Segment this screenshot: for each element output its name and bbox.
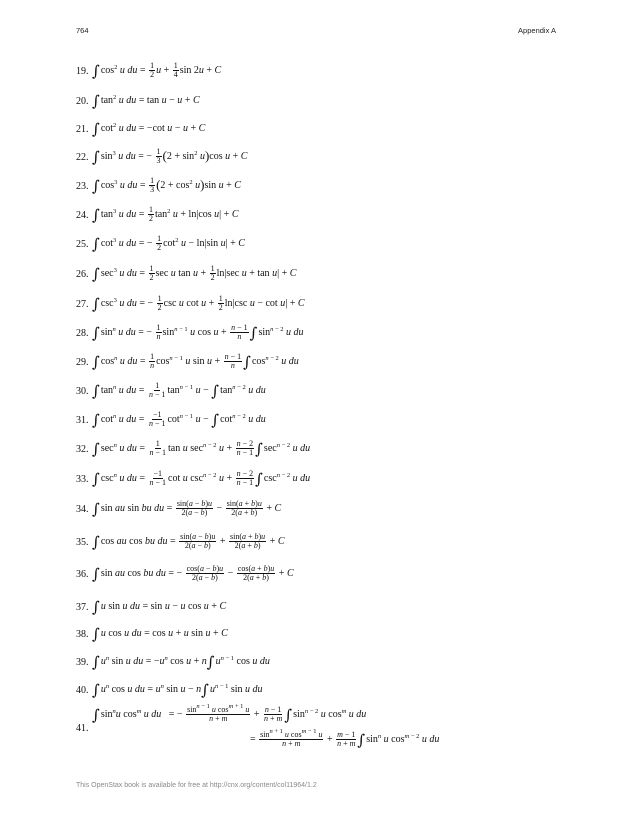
formula-expression: $\int\cot^3$ u du = − $\frac{1}{2}$ $\cot^2 u - \ln|\sin$ u| + C: [92, 234, 245, 253]
formula-31: [76, 411, 266, 429]
formula-25: [76, 235, 245, 253]
formula-number: 37.: [76, 601, 89, 613]
formula-number: 28.: [76, 327, 89, 339]
formula-number: 33.: [76, 473, 89, 485]
formula-number: 36.: [76, 568, 89, 580]
formula-expression: $\int\sec^n$ u du = $\frac{1}{n - 1}$ tan u $\sec^{n - 2} u$ + $\frac{n - 2}{n - 1}$ $\int\sec^{n - 2}$ u du: [92, 439, 311, 458]
formula-expression: ∫u sin u du = sin u − u cos u + C: [92, 598, 227, 616]
formula-26: [76, 265, 296, 283]
formula-32: [76, 440, 310, 458]
formula-expression: ∫sin au cos bu du = − $\frac{\cos(a - b)u}{2(a - b)}$ − $\frac{\cos(a + b)u}{2(a + b)}$ + C: [92, 564, 294, 583]
formula-27: [76, 295, 305, 313]
formula-expression: $\int\tan^n$ u du = $\frac{1}{n - 1}$ $\tan^{n - 1} u - \int\tan^{n - 2}$ u du: [92, 381, 266, 400]
formula-number: 34.: [76, 503, 89, 515]
formula-34: [76, 500, 281, 518]
formula-37: [76, 598, 226, 616]
formula-number: 25.: [76, 238, 89, 250]
formula-expression: $\int\tan^3$ u du = $\frac{1}{2}$ $\tan^2 u + \ln|\cos$ u| + C: [92, 205, 239, 224]
formula-40: [76, 681, 263, 699]
formula-39: [76, 653, 270, 671]
footer-note: This OpenStax book is available for free at http://cnx.org/content/col11964/1.2: [76, 782, 317, 789]
formula-number: 21.: [76, 123, 89, 135]
formula-30: [76, 382, 266, 400]
formula-expression: $\int u^n$ cos u du = $u^n$ $\sin u - n\int u^{n - 1}$ sin u du: [92, 681, 263, 699]
formula-number: 20.: [76, 95, 89, 107]
formula-expression: $\int\cos^2$ u du = $\frac{1}{2}$ u + $\frac{1}{4}$ sin 2u + C: [92, 61, 222, 80]
formula-24: [76, 206, 238, 224]
formula-expression: $\int\tan^2$ u du = tan u − u + C: [92, 92, 200, 110]
formula-number: 40.: [76, 684, 89, 696]
formula-number: 24.: [76, 209, 89, 221]
section-title: Appendix A: [518, 26, 556, 35]
formula-number: 38.: [76, 628, 89, 640]
page-number: 764: [76, 26, 89, 35]
formula-21: [76, 120, 205, 138]
formula-number: 30.: [76, 385, 89, 397]
formula-expression: $\int\csc^n$ u du = $\frac{-1}{n - 1}$ cot u $\csc^{n - 2} u$ + $\frac{n - 2}{n - 1}$ $\int\csc^{n - 2}$ u du: [92, 469, 311, 488]
formula-expression: ∫cos au cos bu du = $\frac{\sin(a - b)u}{2(a - b)}$ + $\frac{\sin(a + b)u}{2(a + b)}$ + C: [92, 532, 285, 551]
formula-number: 19.: [76, 65, 89, 77]
formula-20: [76, 92, 200, 110]
formula-expression: $\int\csc^3$ u du = − $\frac{1}{2}$ csc u cot u + $\frac{1}{2}$ ln|csc u − cot u| + C: [92, 294, 305, 313]
formula-expression: $\int\cot^2$ u du = −cot u − u + C: [92, 120, 206, 138]
formula-expression: ∫u cos u du = cos u + u sin u + C: [92, 625, 228, 643]
formula-number: 41.: [76, 723, 89, 734]
formula-number: 26.: [76, 268, 89, 280]
formula-expression: ∫sin au sin bu du = $\frac{\sin(a - b)u}{2(a - b)}$ − $\frac{\sin(a + b)u}{2(a + b)}$ + C: [92, 499, 282, 518]
formula-29: [76, 353, 299, 371]
formula-expression: $\int\sin^3$ u du = − $\frac{1}{3}$ $(2 + \sin^2 u)\cos$ u + C: [92, 147, 248, 166]
formula-36: [76, 565, 294, 583]
formula-33: [76, 470, 310, 488]
formula-19: [76, 62, 221, 80]
formula-number: 22.: [76, 151, 89, 163]
formula-number: 35.: [76, 536, 89, 548]
formula-number: 29.: [76, 356, 89, 368]
formula-35: [76, 533, 284, 551]
formula-expression: $\int u^n$ sin u du = $-u^n$ $\cos u + n\int u^{n - 1}$ cos u du: [92, 653, 270, 671]
formula-number: 31.: [76, 414, 89, 426]
formula-expression: $\int\cos^3$ u du = $\frac{1}{3}$ $(2 + \cos^2 u)\sin$ u + C: [92, 176, 241, 195]
formula-expression: $\int\sec^3$ u du = $\frac{1}{2}$ sec u tan u + $\frac{1}{2}$ ln|sec u + tan u| + C: [92, 264, 297, 283]
formula-23: [76, 177, 241, 195]
formula-expression-line-2: = $\frac{\sin^{n + 1} u \cos^{m - 1} u}{n + m}$ + $\frac{m - 1}{n + m}$ $\int\sin^n$ u $\cos^{m - 2} u$ du: [250, 728, 440, 749]
formula-expression: $\int\cos^n$ u du = $\frac{1}{n}$ $\cos^{n - 1} u$ sin u + $\frac{n - 1}{n}$ $\int\cos^{n - 2}$ u du: [92, 352, 299, 371]
formula-22: [76, 148, 247, 166]
formula-38: [76, 625, 228, 643]
formula-28: [76, 324, 304, 342]
formula-expression: $\int\sin^n$ u du = − $\frac{1}{n}$ $\sin^{n - 1} u$ cos u + $\frac{n - 1}{n}$ $\int\sin^{n - 2}$ u du: [92, 323, 304, 342]
formula-expression-line-1: $\int\sin^nu$ $\cos^m u$ du = − $\frac{\sin^{n - 1} u \cos^{m + 1} u}{n + m}$ + $\frac{n - 1}{n + m}$ $\int\sin^{n - 2}$ u $\cos^m u$ du: [92, 703, 367, 724]
formula-number: 32.: [76, 443, 89, 455]
formula-number: 27.: [76, 298, 89, 310]
formula-number: 39.: [76, 656, 89, 668]
formula-number: 23.: [76, 180, 89, 192]
formula-expression: $\int\cot^n$ u du = $\frac{-1}{n - 1}$ $\cot^{n - 1} u - \int\cot^{n - 2}$ u du: [92, 410, 266, 429]
